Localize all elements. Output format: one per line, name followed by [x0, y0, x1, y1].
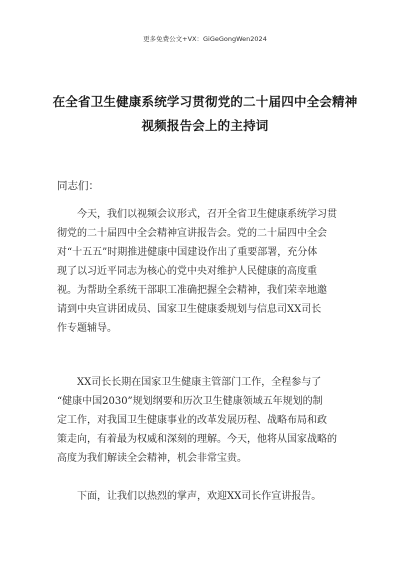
paragraph-line: 彻党的二十届四中全会精神宣讲报告会。党的二十届四中全会: [57, 228, 327, 239]
paragraph-line: 现了以习近平同志为核心的党中央对维护人民健康的高度重: [57, 266, 317, 277]
paragraph-line: 下面，让我们以热烈的掌声，欢迎XX司长作宣讲报告。: [77, 491, 322, 502]
paragraph-line: 策走向，有着最为权威和深刻的理解。今天，他将从国家战略的: [57, 434, 337, 445]
paragraph-line: 今天，我们以视频会议形式，召开全省卫生健康系统学习贯: [77, 209, 337, 220]
paragraph-2: [57, 373, 357, 468]
paragraph-3: [57, 487, 357, 506]
paragraph-1: [57, 205, 357, 338]
paragraph-line: XX司长长期在国家卫生健康主管部门工作，全程参与了: [77, 377, 322, 388]
paragraph-line: 定工作，对我国卫生健康事业的改革发展历程、战略布局和政: [57, 415, 327, 426]
paragraph-line: 对“十五五”时期推进健康中国建设作出了重要部署，充分体: [57, 247, 318, 258]
document-title-line-2: 视频报告会上的主持词: [141, 118, 269, 133]
paragraph-line: 作专题辅导。: [57, 323, 117, 334]
paragraph-line: 视。为帮助全系统干部职工准确把握全会精神，我们荣幸地邀: [57, 285, 327, 296]
document-title-line-1: 在全省卫生健康系统学习贯彻党的二十届四中全会精神: [52, 94, 358, 109]
paragraph-line: 请到中央宣讲团成员、国家卫生健康委规划与信息司XX司长: [57, 304, 322, 315]
paragraph-line: 高度为我们解读全会精神，机会非常宝贵。: [57, 453, 247, 464]
header-note: 更多免费公文+VX：GiGeGongWen2024: [143, 35, 267, 43]
paragraph-line: “健康中国2030”规划纲要和历次卫生健康领域五年规划的制: [57, 396, 323, 407]
salutation: 同志们：: [57, 180, 99, 192]
